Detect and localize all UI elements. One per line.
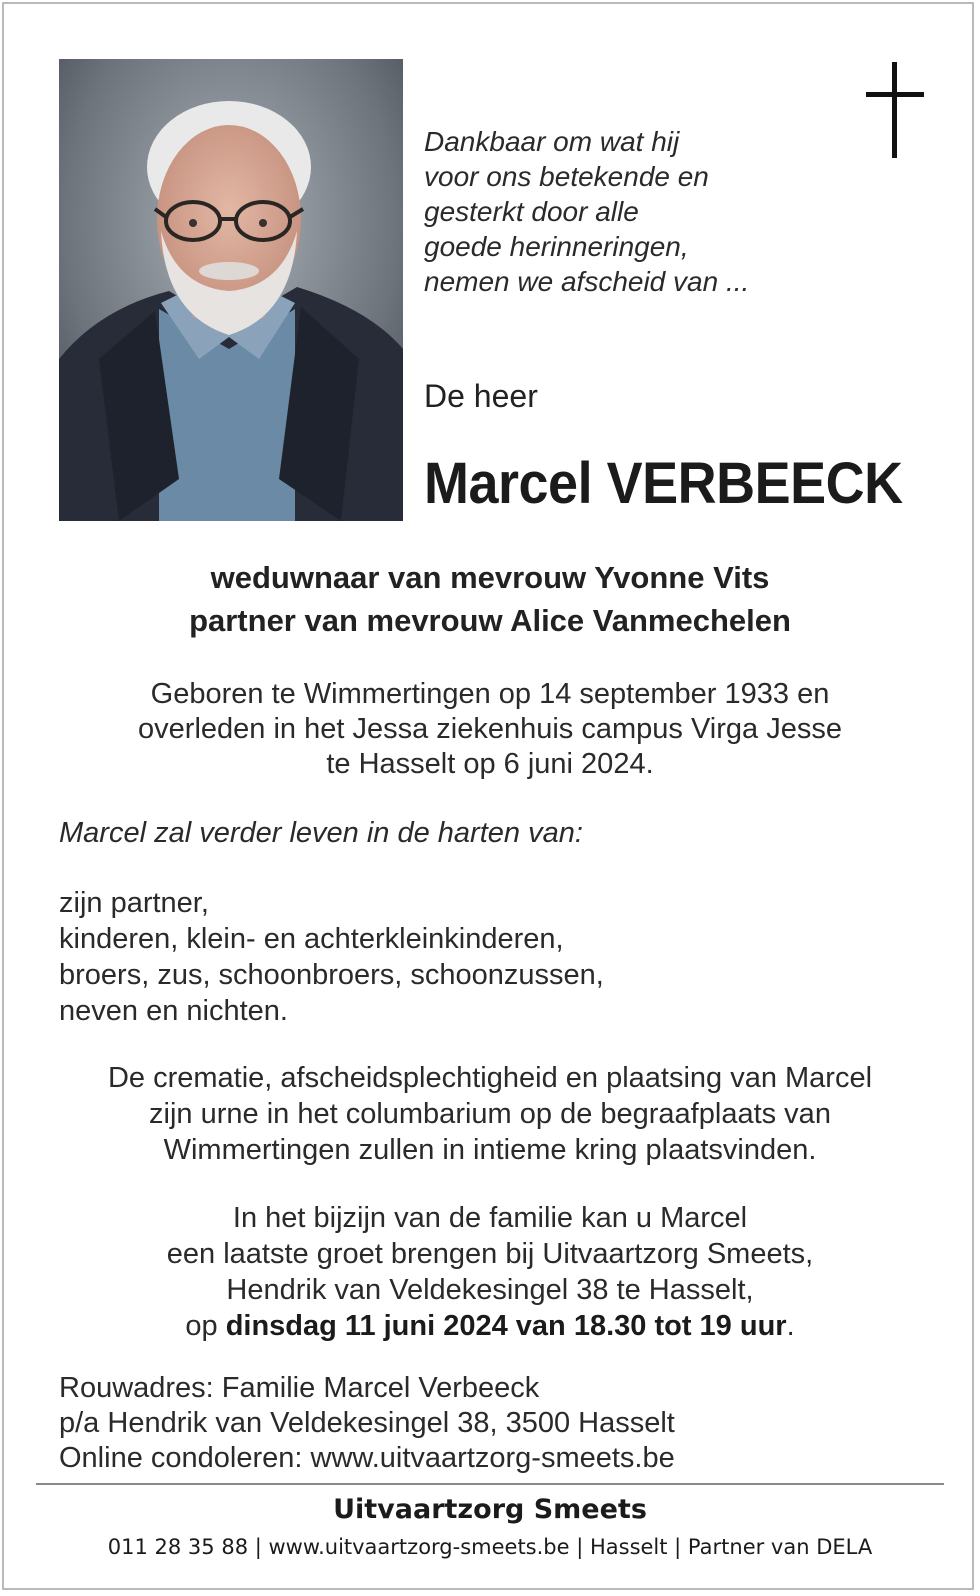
quote-line: goede herinneringen, [424,231,689,262]
visitation-date: dinsdag 11 juni 2024 van 18.30 tot 19 uur [225,1310,787,1342]
funeral-home-name: Uitvaartzorg Smeets [333,1494,647,1525]
opening-quote [424,124,844,299]
address-line: p/a Hendrik van Veldekesingel 38, 3500 Hasselt [59,1407,675,1439]
cremation-info [0,1060,980,1168]
honorific: De heer [424,378,538,414]
relation-line: weduwnaar van mevrouw Yvonne Vits [210,560,770,595]
cremation-line: Wimmertingen zullen in intieme kring plaatsvinden. [163,1134,817,1166]
family-line: broers, zus, schoonbroers, schoonzussen, [59,959,604,991]
funeral-home-info: 011 28 35 88 | www.uitvaartzorg-smeets.be | Hasselt | Partner van DELA [107,1535,873,1559]
quote-line: voor ons betekende en [424,161,709,192]
mourning-address: Rouwadres: Familie Marcel Verbeeck [59,1372,540,1404]
deceased-name: Marcel VERBEECK [424,451,903,516]
visitation-prefix: op [185,1310,226,1342]
relations [0,556,980,642]
visitation-info [0,1200,980,1344]
cross-icon [866,62,924,158]
quote-line: nemen we afscheid van ... [424,266,750,297]
visitation-line: een laatste groet brengen bij Uitvaartzorg Smeets, [166,1238,814,1270]
contact-info [59,1371,675,1476]
visitation-line: In het bijzijn van de familie kan u Marcel [232,1202,748,1234]
lives-on-heading: Marcel zal verder leven in de harten van: [59,817,583,849]
birth-death-line: overleden in het Jessa ziekenhuis campus Virga Jesse [138,713,842,745]
birth-death-info [0,677,980,782]
portrait-photo [59,59,403,521]
birth-death-line: Geboren te Wimmertingen op 14 september 1933 en [150,678,830,710]
divider [36,1483,944,1485]
cremation-line: De crematie, afscheidsplechtigheid en plaatsing van Marcel [107,1062,873,1094]
family-line: kinderen, klein- en achterkleinkinderen, [59,923,564,955]
visitation-line: Hendrik van Veldekesingel 38 te Hasselt, [226,1274,754,1306]
birth-death-line: te Hasselt op 6 juni 2024. [326,748,654,780]
family-list [59,885,604,1029]
cremation-line: zijn urne in het columbarium op de begraafplaats van [149,1098,831,1130]
online-condolence: Online condoleren: www.uitvaartzorg-smeets.be [59,1442,675,1474]
visitation-suffix: . [786,1310,795,1342]
quote-line: Dankbaar om wat hij [424,126,680,157]
visitation-date-line [0,1308,980,1344]
quote-line: gesterkt door alle [424,196,639,227]
relation-line: partner van mevrouw Alice Vanmechelen [189,603,791,638]
family-line: neven en nichten. [59,995,288,1027]
family-line: zijn partner, [59,887,209,919]
